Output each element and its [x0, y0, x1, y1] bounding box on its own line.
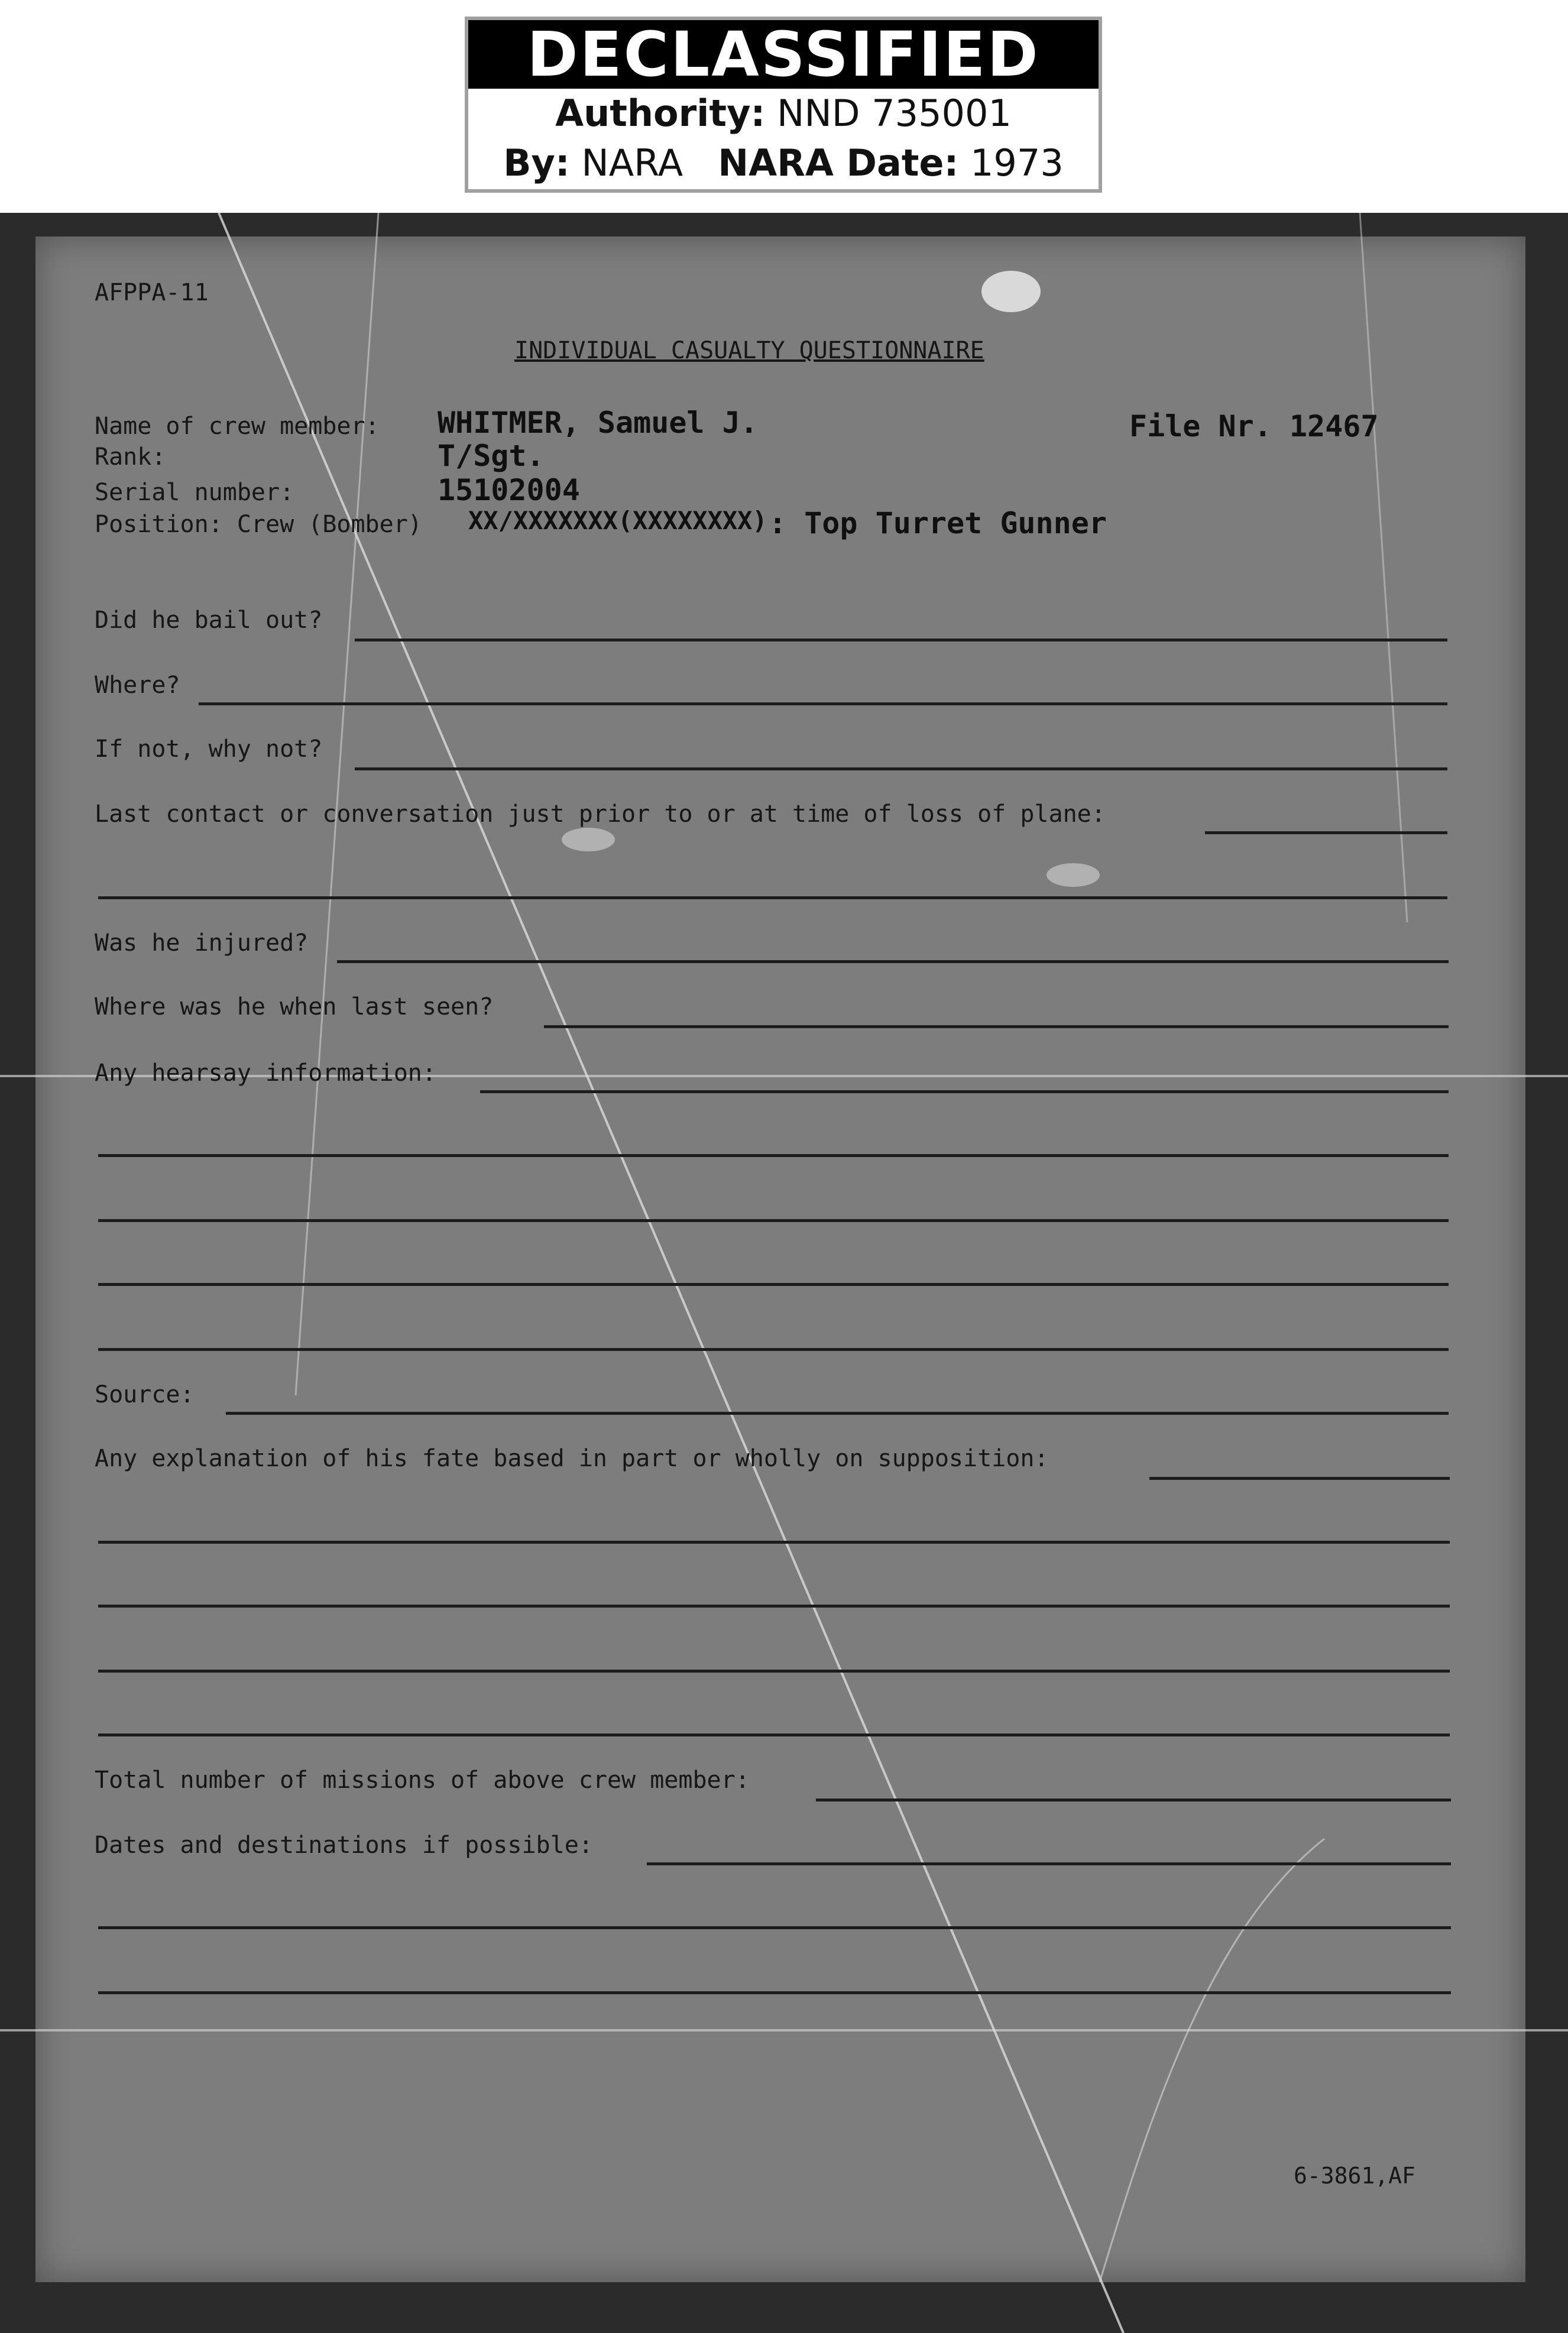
- question-dates: Dates and destinations if possible:: [95, 1832, 593, 1859]
- answer-line-last-seen: [544, 1025, 1449, 1028]
- answer-line-hearsay-4: [98, 1283, 1449, 1286]
- rank-label: Rank:: [95, 443, 166, 471]
- form-footer-code: 6-3861,AF: [1294, 2163, 1415, 2189]
- answer-line-explanation-3: [98, 1605, 1450, 1608]
- question-if-not: If not, why not?: [95, 735, 323, 763]
- position-value: : Top Turret Gunner: [769, 506, 1107, 540]
- stamp-date-value: 1973: [970, 141, 1064, 184]
- question-bail-out: Did he bail out?: [95, 607, 323, 634]
- answer-line-hearsay-2: [98, 1154, 1449, 1157]
- question-explanation: Any explanation of his fate based in part or wholly on supposition:: [95, 1445, 1049, 1472]
- stamp-authority-label: Authority:: [555, 92, 766, 135]
- form-code: AFPPA-11: [95, 279, 209, 306]
- answer-line-dates: [647, 1862, 1451, 1865]
- question-injured: Was he injured?: [95, 929, 309, 957]
- answer-line-missions: [816, 1799, 1451, 1801]
- answer-line-dates-3: [98, 1991, 1451, 1994]
- answer-line-where: [199, 702, 1447, 705]
- serial-value: 15102004: [438, 473, 580, 507]
- name-value: WHITMER, Samuel J.: [438, 406, 758, 440]
- answer-line-explanation: [1149, 1477, 1450, 1480]
- answer-line-if-not: [355, 767, 1447, 770]
- answer-line-source: [226, 1412, 1449, 1415]
- answer-line-hearsay-3: [98, 1219, 1449, 1222]
- answer-line-explanation-2: [98, 1541, 1450, 1544]
- question-source: Source:: [95, 1381, 195, 1408]
- file-number: File Nr. 12467: [1129, 409, 1379, 443]
- stamp-authority-line: [468, 89, 1099, 138]
- answer-line-explanation-5: [98, 1733, 1450, 1736]
- position-label: Position: Crew (Bomber): [95, 511, 422, 538]
- stamp-by-value: NARA: [581, 141, 683, 184]
- answer-line-last-contact: [1205, 831, 1447, 834]
- stamp-authority-value: NND 735001: [777, 92, 1012, 135]
- question-where: Where?: [95, 672, 180, 699]
- rank-value: T/Sgt.: [438, 439, 545, 473]
- answer-line-bail-out: [355, 639, 1447, 641]
- serial-label: Serial number:: [95, 479, 294, 506]
- stamp-by-line: [468, 138, 1099, 188]
- question-last-contact: Last contact or conversation just prior to or at time of loss of plane:: [95, 801, 1106, 828]
- answer-line-hearsay: [480, 1090, 1449, 1093]
- question-missions: Total number of missions of above crew member:: [95, 1767, 750, 1794]
- stamp-title: DECLASSIFIED: [468, 20, 1099, 89]
- stamp-by-label: By:: [503, 141, 570, 184]
- question-hearsay: Any hearsay information:: [95, 1059, 436, 1087]
- answer-line-hearsay-5: [98, 1348, 1449, 1351]
- form-title: INDIVIDUAL CASUALTY QUESTIONNAIRE: [514, 337, 984, 364]
- scan-frame: [0, 213, 1568, 2333]
- answer-line-dates-2: [98, 1926, 1451, 1929]
- answer-line-explanation-4: [98, 1670, 1450, 1673]
- answer-line-injured: [337, 960, 1449, 963]
- name-label: Name of crew member:: [95, 413, 380, 440]
- answer-line-last-contact-2: [98, 896, 1447, 899]
- stamp-date-label: NARA Date:: [718, 141, 959, 184]
- position-struck-text: XX/XXXXXXX(XXXXXXXX): [468, 506, 767, 535]
- declassified-stamp: [465, 17, 1102, 193]
- question-last-seen: Where was he when last seen?: [95, 993, 494, 1020]
